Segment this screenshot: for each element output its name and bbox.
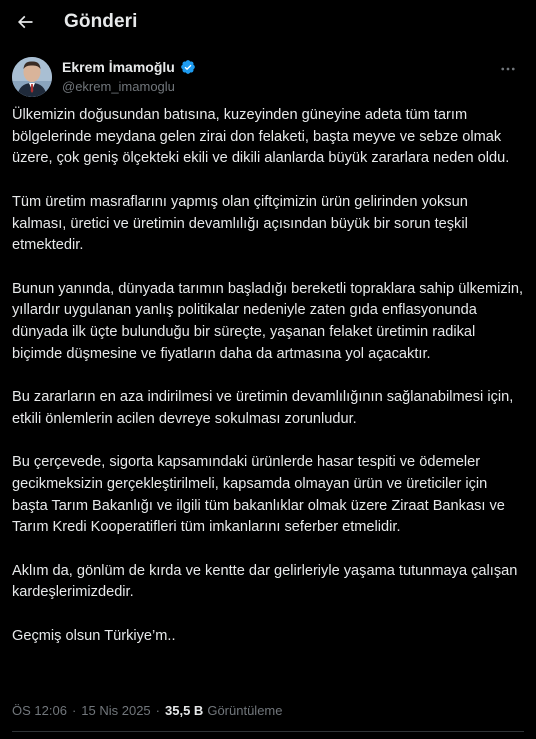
back-button[interactable] [9,6,41,38]
author-name[interactable]: Ekrem İmamoğlu [62,59,175,75]
verified-badge-icon [180,59,196,75]
page-title: Gönderi [64,11,138,32]
tweet-paragraph: Geçmiş olsun Türkiye’m.. [12,627,176,644]
arrow-left-icon [15,12,35,32]
more-options-button[interactable] [496,59,520,79]
meta-separator: · [155,703,161,718]
top-header [0,0,536,46]
tweet-text [12,105,524,647]
tweet-time[interactable]: ÖS 12:06 [12,703,67,718]
divider [12,731,524,732]
tweet-paragraph: Bu zararların en aza indirilmesi ve üretimin devamlılığının sağlanabilmesi için, etkili önlemlerin acilen devreye sokulması zorunludur. [12,389,514,427]
avatar[interactable] [12,57,52,97]
views-count: 35,5 B [165,703,204,718]
tweet-meta [12,703,282,718]
avatar-photo-icon [12,57,52,97]
tweet-paragraph: Bu çerçevede, sigorta kapsamındaki ürünlerde hasar tespiti ve ödemeler gecikmeksizin gerçekleştirilmeli, kapsamda olmayan ürün ve üreticiler için başta Tarım Bakanlığı ve ilgili tüm bakanlıklar olmak üzere Ziraat Bankası ve Tarım Kredi Kooperatifleri tüm imkanlarını seferber etmelidir. [12,454,505,536]
tweet-paragraph: Bunun yanında, dünyada tarımın başladığı bereketli topraklara sahip ülkemizin, yıllardır uygulanan yanlış politikalar nedeniyle zaten gıda enflasyonunda dünyada ilk üçte bulunduğu bir süreçte, yaşanan felaket üretimin radikal biçimde düşmesine ve fiyatların daha da artmasına yol açacaktır. [12,280,524,362]
tweet-paragraph: Tüm üretim masraflarını yapmış olan çiftçimizin ürün gelirinden yoksun kalması, üretici ve üretimin devamlılığı açısından büyük bir sorun teşkil etmektedir. [12,193,468,254]
views-label: Görüntüleme [207,703,283,718]
tweet-author [12,55,524,99]
author-handle[interactable]: @ekrem_imamoglu [62,79,175,94]
tweet-date[interactable]: 15 Nis 2025 [81,703,151,718]
tweet-paragraph: Ülkemizin doğusundan batısına, kuzeyinden güneyine adeta tüm tarım bölgelerinde meydana gelen zirai don felaketi, başta meyve ve sebze olmak üzere, çok geniş ölçekteki ekili ve dikili alanlarda büyük zararlara neden oldu. [12,107,510,167]
more-dots-icon [499,60,517,78]
meta-separator: · [71,703,77,718]
tweet-paragraph: Aklım da, gönlüm de kırda ve kentte dar gelirleriyle yaşama tutunmaya çalışan kardeşlerimizdedir. [12,562,518,601]
